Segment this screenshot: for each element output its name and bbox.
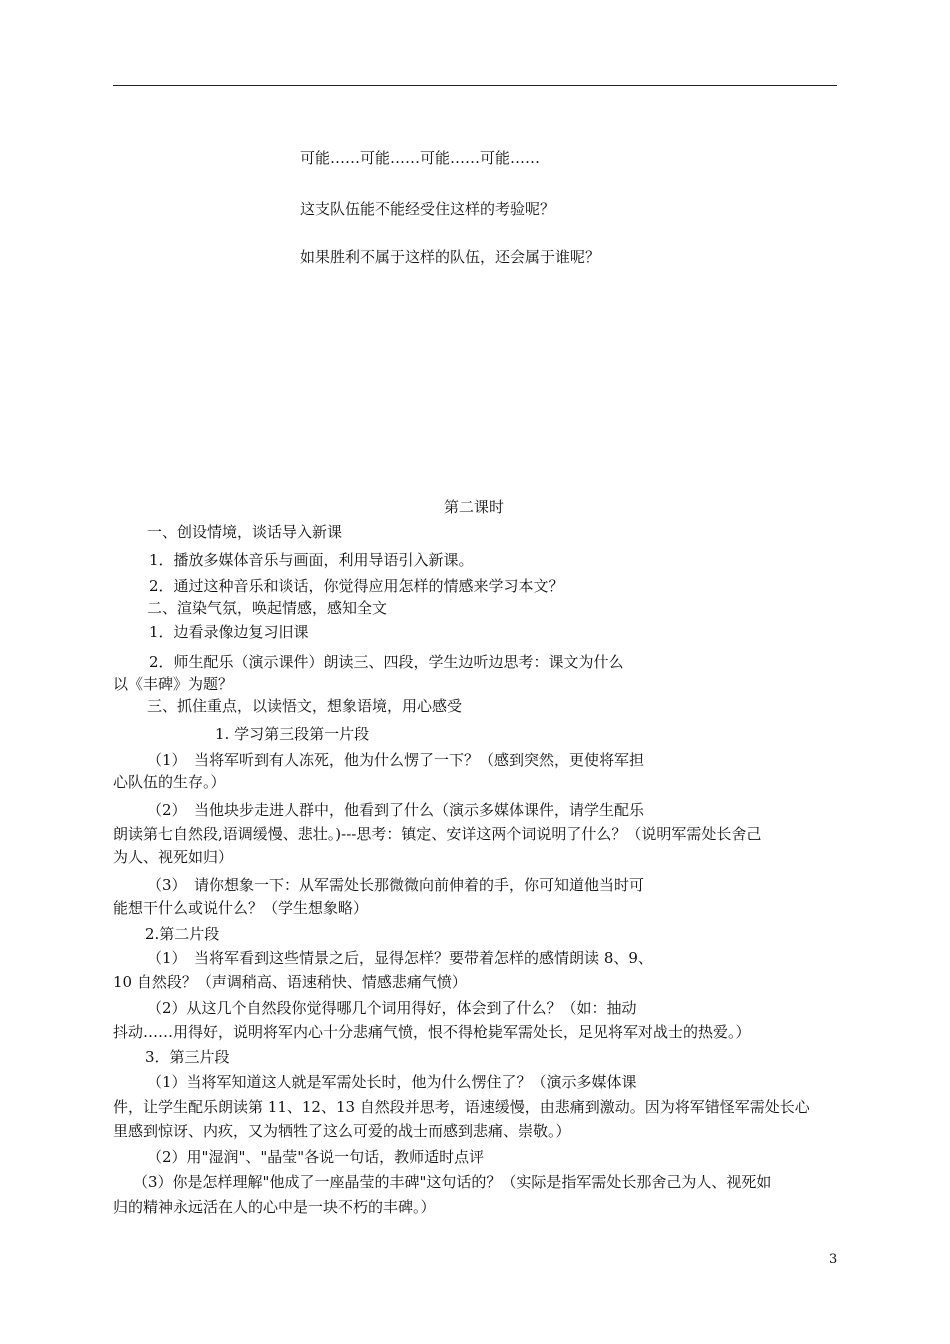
body-line: （1） 当将军看到这些情景之后，显得怎样？要带着怎样的感情朗读 8、9、 <box>147 949 653 967</box>
body-line: 件，让学生配乐朗读第 11、12、13 自然段并思考，语速缓慢，由悲痛到激动。因为将军错怪军需处长心 <box>113 1098 810 1116</box>
body-line: （2）用"湿润"、"晶莹"各说一句话，教师适时点评 <box>147 1148 485 1166</box>
body-line: （3） 请你想象一下：从军需处长那微微向前伸着的手，你可知道他当时可 <box>147 876 645 894</box>
top-line-1: 可能……可能……可能……可能…… <box>300 149 541 167</box>
body-line: 为人、视死如归） <box>113 848 234 866</box>
body-line: 归的精神永远活在人的心中是一块不朽的丰碑。） <box>113 1198 436 1216</box>
body-line: 心队伍的生存。） <box>113 773 226 791</box>
body-line: 10 自然段？（声调稍高、语速稍快、情感悲痛气愤） <box>113 973 467 991</box>
body-line: （1） 当将军听到有人冻死，他为什么愣了一下？（感到突然，更使将军担 <box>147 751 645 769</box>
body-line: 以《丰碑》为题？ <box>113 675 234 693</box>
top-line-2: 这支队伍能不能经受住这样的考验呢？ <box>300 200 556 218</box>
body-line: 里感到惊讶、内疚，又为牺牲了这么可爱的战士而感到悲痛、崇敬。） <box>113 1122 571 1140</box>
body-line: 能想干什么或说什么？（学生想象略） <box>113 899 369 917</box>
top-line-3: 如果胜利不属于这样的队伍，还会属于谁呢？ <box>300 248 601 266</box>
body-line: 三、抓住重点，以读悟文，想象语境，用心感受 <box>147 697 463 715</box>
section-title: 第二课时 <box>444 498 505 516</box>
page-number: 3 <box>829 1252 838 1267</box>
body-line: 抖动……用得好，说明将军内心十分悲痛气愤，恨不得枪毙军需处长，足见将军对战士的热爱。） <box>113 1023 751 1041</box>
body-line: （1）当将军知道这人就是军需处长时，他为什么愣住了？（演示多媒体课 <box>147 1073 637 1091</box>
body-line: 1．播放多媒体音乐与画面，利用导语引入新课。 <box>149 551 474 569</box>
body-line: （2）从这几个自然段你觉得哪几个词用得好，体会到了什么？（如：抽动 <box>147 999 637 1017</box>
body-line: （3）你是怎样理解"他成了一座晶莹的丰碑"这句话的？（实际是指军需处长那舍己为人、视死如 <box>133 1173 772 1191</box>
header-rule <box>113 85 837 86</box>
body-line: 一、创设情境，谈话导入新课 <box>147 523 343 541</box>
body-line: 2．师生配乐（演示课件）朗读三、四段，学生边听边思考：课文为什么 <box>149 653 624 671</box>
body-line: （2） 当他块步走进人群中，他看到了什么（演示多媒体课件，请学生配乐 <box>147 801 645 819</box>
body-line: 2.第二片段 <box>145 925 220 943</box>
body-line: 3．第三片段 <box>145 1048 230 1066</box>
body-line: 1. 学习第三段第一片段 <box>215 725 370 743</box>
body-line: 朗读第七自然段,语调缓慢、悲壮。)---思考：镇定、安详这两个词说明了什么？（说明军需处长舍己 <box>113 825 762 843</box>
body-line: 二、渲染气氛，唤起情感，感知全文 <box>147 599 388 617</box>
body-line: 1．边看录像边复习旧课 <box>149 623 309 641</box>
body-line: 2．通过这种音乐和谈话，你觉得应用怎样的情感来学习本文？ <box>149 577 564 595</box>
